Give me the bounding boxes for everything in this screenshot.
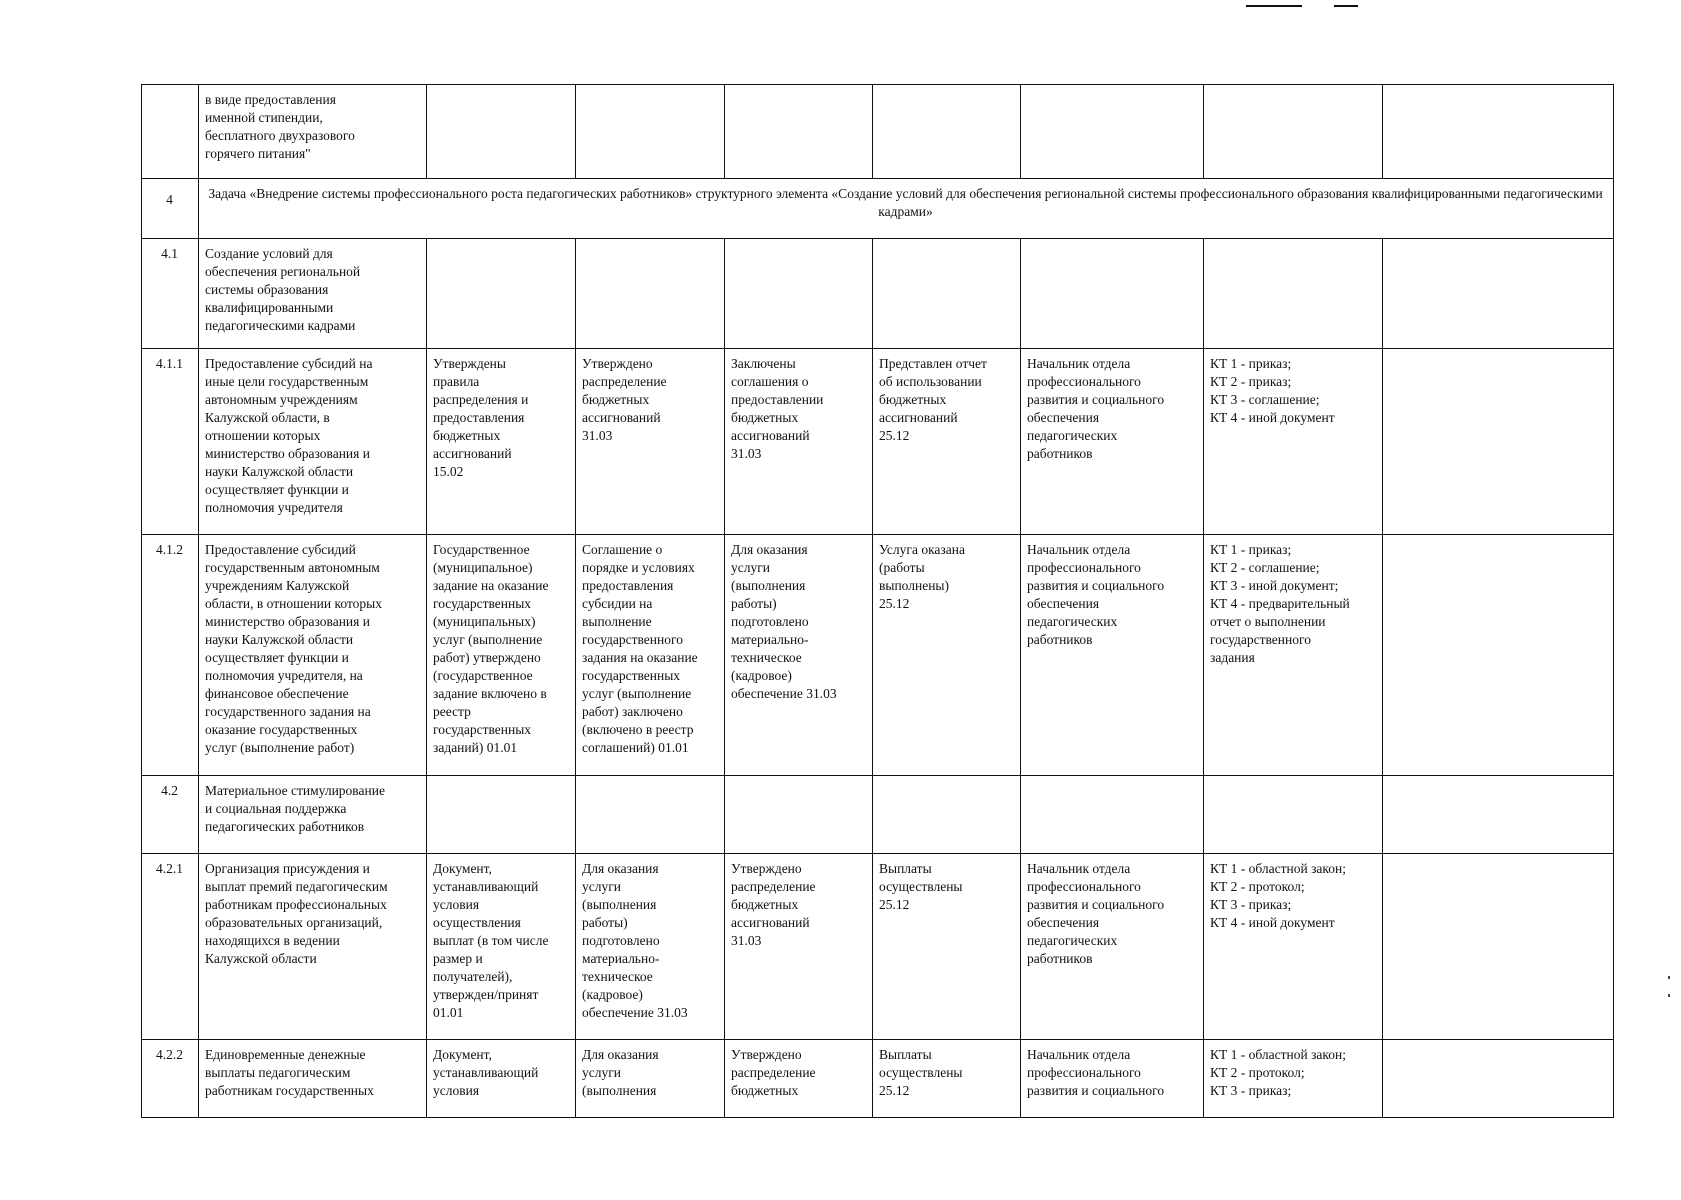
top-edge-mark — [1246, 5, 1302, 7]
table-cell: Для оказания услуги (выполнения — [576, 1040, 725, 1118]
table-cell — [1383, 535, 1614, 776]
table-cell: Утверждено распределение бюджетных ассигнований 31.03 — [725, 854, 873, 1040]
table-cell: Соглашение о порядке и условиях предоставления субсидии на выполнение государственного задания на оказание государственных услуг (выполнение работ) заключено (включено в реестр соглашений) 01.01 — [576, 535, 725, 776]
table-cell — [1204, 776, 1383, 854]
row-number: 4 — [142, 179, 199, 239]
edge-tick-mark — [1668, 994, 1670, 997]
table-cell: Начальник отдела профессионального развития и социального обеспечения педагогических работников — [1021, 854, 1204, 1040]
table-cell: Создание условий для обеспечения региональной системы образования квалифицированными педагогическими кадрами — [199, 239, 427, 349]
table-cell: Представлен отчет об использовании бюджетных ассигнований 25.12 — [873, 349, 1021, 535]
table-cell: Для оказания услуги (выполнения работы) подготовлено материально- техническое (кадровое) обеспечение 31.03 — [725, 535, 873, 776]
table-cell: Единовременные денежные выплаты педагогическим работникам государственных — [199, 1040, 427, 1118]
table-row — [142, 349, 1614, 535]
table-cell: в виде предоставления именной стипендии, бесплатного двухразового горячего питания" — [199, 85, 427, 179]
table-cell: Выплаты осуществлены 25.12 — [873, 854, 1021, 1040]
table-cell — [725, 239, 873, 349]
table-cell — [427, 776, 576, 854]
table-cell — [427, 85, 576, 179]
edge-tick-mark — [1668, 976, 1670, 979]
table-cell — [576, 776, 725, 854]
table-cell: КТ 1 - приказ; КТ 2 - приказ; КТ 3 - соглашение; КТ 4 - иной документ — [1204, 349, 1383, 535]
table-cell: Начальник отдела профессионального развития и социального — [1021, 1040, 1204, 1118]
row-number: 4.1.2 — [142, 535, 199, 776]
table-cell: Услуга оказана (работы выполнены) 25.12 — [873, 535, 1021, 776]
table-cell: Предоставление субсидий государственным автономным учреждениям Калужской области, в отношении которых министерство образования и науки Калужской области осуществляет функции и полномочия учредителя, на финансовое обеспечение государственного задания на оказание государственных услуг (выполнение работ) — [199, 535, 427, 776]
table-cell: Утверждены правила распределения и предоставления бюджетных ассигнований 15.02 — [427, 349, 576, 535]
table-cell — [1021, 239, 1204, 349]
row-number: 4.2.2 — [142, 1040, 199, 1118]
table-cell — [1021, 776, 1204, 854]
table-cell: Начальник отдела профессионального развития и социального обеспечения педагогических работников — [1021, 349, 1204, 535]
table-cell — [1383, 776, 1614, 854]
table-cell — [1383, 854, 1614, 1040]
table-row — [142, 85, 1614, 179]
table-cell: КТ 1 - приказ; КТ 2 - соглашение; КТ 3 - иной документ; КТ 4 - предварительный отчет о выполнении государственного задания — [1204, 535, 1383, 776]
table-row — [142, 535, 1614, 776]
table-cell — [576, 85, 725, 179]
table-cell — [1383, 85, 1614, 179]
table-cell: Организация присуждения и выплат премий педагогическим работникам профессиональных образовательных организаций, находящихся в ведении Калужской области — [199, 854, 427, 1040]
table-cell: Предоставление субсидий на иные цели государственным автономным учреждениям Калужской области, в отношении которых министерство образования и науки Калужской области осуществляет функции и полномочия учредителя — [199, 349, 427, 535]
task-heading-cell: Задача «Внедрение системы профессионального роста педагогических работников» структурного элемента «Создание условий для обеспечения региональной системы профессионального образования квалифицированными педагогическими кадрами» — [199, 179, 1614, 239]
row-number: 4.1 — [142, 239, 199, 349]
row-number: 4.2 — [142, 776, 199, 854]
table-cell: Государственное (муниципальное) задание на оказание государственных (муниципальных) услуг (выполнение работ) утверждено (государственное задание включено в реестр государственных заданий) 01.01 — [427, 535, 576, 776]
row-number — [142, 85, 199, 179]
table-cell — [873, 239, 1021, 349]
table-cell — [1383, 239, 1614, 349]
table-cell: Начальник отдела профессионального развития и социального обеспечения педагогических работников — [1021, 535, 1204, 776]
table-cell — [1204, 85, 1383, 179]
table-cell: КТ 1 - областной закон; КТ 2 - протокол; КТ 3 - приказ; — [1204, 1040, 1383, 1118]
table-cell — [725, 776, 873, 854]
table-cell — [1204, 239, 1383, 349]
table-cell — [427, 239, 576, 349]
table-cell — [1021, 85, 1204, 179]
table-cell — [576, 239, 725, 349]
row-number: 4.2.1 — [142, 854, 199, 1040]
plan-table — [141, 84, 1614, 1118]
table-cell: Выплаты осуществлены 25.12 — [873, 1040, 1021, 1118]
table-cell: Для оказания услуги (выполнения работы) подготовлено материально- техническое (кадровое) обеспечение 31.03 — [576, 854, 725, 1040]
table-cell: Утверждено распределение бюджетных — [725, 1040, 873, 1118]
table-row — [142, 239, 1614, 349]
table-cell — [1383, 349, 1614, 535]
table-cell: Заключены соглашения о предоставлении бюджетных ассигнований 31.03 — [725, 349, 873, 535]
table-cell: КТ 1 - областной закон; КТ 2 - протокол; КТ 3 - приказ; КТ 4 - иной документ — [1204, 854, 1383, 1040]
top-edge-mark — [1334, 5, 1358, 7]
table-cell: Документ, устанавливающий условия — [427, 1040, 576, 1118]
table-cell — [725, 85, 873, 179]
table-row — [142, 179, 1614, 239]
table-cell — [1383, 1040, 1614, 1118]
row-number: 4.1.1 — [142, 349, 199, 535]
table-cell — [873, 776, 1021, 854]
table-row — [142, 854, 1614, 1040]
table-row — [142, 776, 1614, 854]
table-row — [142, 1040, 1614, 1118]
table-cell: Утверждено распределение бюджетных ассигнований 31.03 — [576, 349, 725, 535]
table-cell: Документ, устанавливающий условия осуществления выплат (в том числе размер и получателей), утвержден/принят 01.01 — [427, 854, 576, 1040]
table-cell: Материальное стимулирование и социальная поддержка педагогических работников — [199, 776, 427, 854]
table-cell — [873, 85, 1021, 179]
